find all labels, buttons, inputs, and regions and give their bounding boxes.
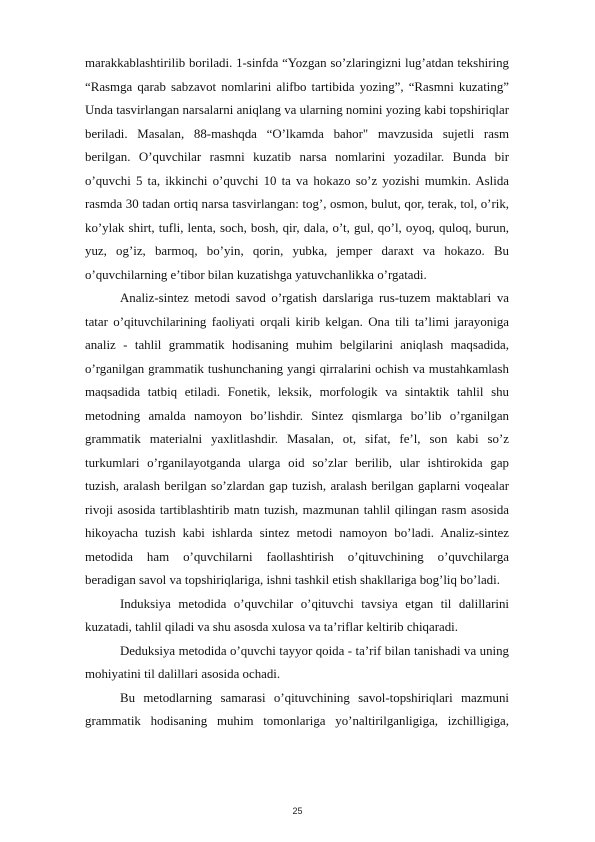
paragraph-3: Induksiya metodida o’quvchilar o’qituvchi tavsiya etgan til dalillarini kuzatadi, tahlil qiladi va shu asosda xulosa va ta’riflar keltirib chiqaradi. — [85, 596, 509, 634]
paragraph-4: Deduksiya metodida o’quvchi tayyor qoida - ta’rif bilan tanishadi va uning mohiyatini til dalillari asosida ochadi. — [85, 643, 509, 681]
paragraph-1: marakkablashtirilib boriladi. 1-sinfda “Yozgan so’zlaringizni lug’atdan tekshiring “Rasmga qarab sabzavot nomlarini alifbo tartibida yozing”, “Rasmni kuzating” Unda tasvirlangan narsalarni aniqlang va ularning nomini yozing kabi topshiriqlar beriladi. Masalan, 88-mashqda “O’lkamda bahor" mavzusida sujetli rasm berilgan. O’quvchilar rasmni kuzatib narsa nomlarini yozadilar. Bunda bir o’quvchi 5 ta, ikkinchi o’quvchi 10 ta va hokazo so’z yozishi mumkin. Aslida rasmda 30 tadan ortiq narsa tasvirlangan: tog’, osmon, bulut, qor, terak, tol, o’rik, ko’ylak shirt, tufli, lenta, soch, bosh, qir, dala, o’t, gul, qo’l, oyoq, quloq, burun, yuz, og’iz, barmoq, bo’yin, qorin, yubka, jemper daraxt va hokazo. Bu o’quvchilarning e’tibor bilan kuzatishga yatuvchanlikka o’rgatadi. — [85, 56, 509, 282]
page-number: 25 — [292, 806, 303, 816]
paragraph-5: Bu metodlarning samarasi o’qituvchining savol-topshiriqlari mazmuni grammatik hodisaning muhim tomonlariga yo’naltirilganligiga, izchilligiga, — [85, 690, 509, 728]
paragraph-2: Analiz-sintez metodi savod o’rgatish darslariga rus-tuzem maktablari va tatar o’qituvchilarining faoliyati orqali kirib kelgan. Ona tili ta’limi jarayoniga analiz - tahlil grammatik hodisaning muhim belgilarini aniqlash maqsadida, o’rganilgan grammatik tushunchaning yangi qirralarini ochish va mustahkamlash maqsadida tatbiq etiladi. Fonetik, leksik, morfologik va sintaktik tahlil shu metodning amalda namoyon bo’lishdir. Sintez qismlarga bo’lib o’rganilgan grammatik materialni yaxlitlashdir. Masalan, ot, sifat, fe’l, son kabi so’z turkumlari o’rganilayotganda ularga oid so’zlar berilib, ular ishtirokida gap tuzish, aralash berilgan so’zlardan gap tuzish, aralash berilgan gaplarni voqealar rivoji asosida tartiblashtirib matn tuzish, mazmunan tahlil qilingan rasm asosida hikoyacha tuzish kabi ishlarda sintez metodi namoyon bo’ladi. Analiz-sintez metodida ham o’quvchilarni faollashtirish o’qituvchining o’quvchilarga beradigan savol va topshiriqlariga, ishni tashkil etish shakllariga bog’liq bo’ladi. — [85, 291, 509, 587]
page-body — [85, 52, 509, 734]
